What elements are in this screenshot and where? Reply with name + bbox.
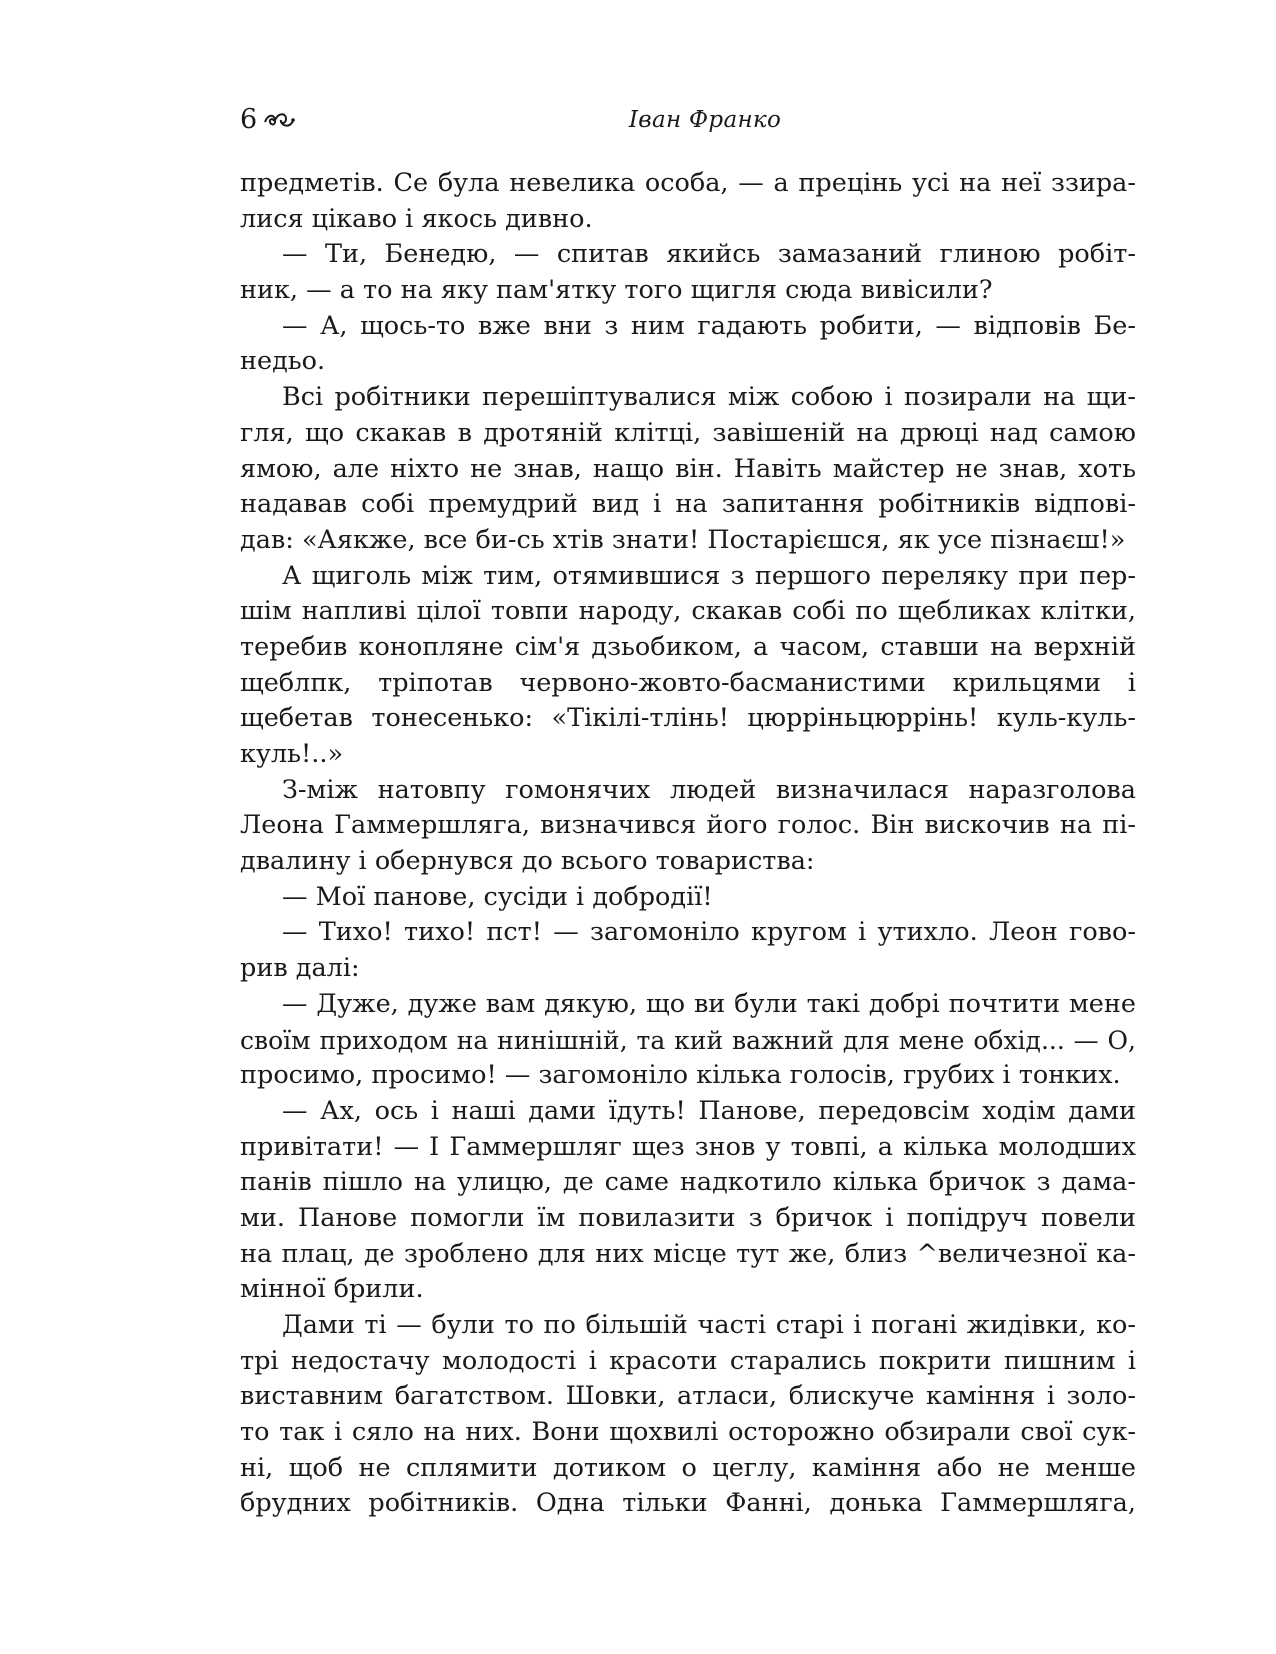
- text-line: ні, щоб не сплямити дотиком о цеглу, каміння або не менше: [240, 1452, 1136, 1483]
- text-line: З-між натовпу гомонячих людей визначилася наразголова: [282, 774, 1136, 805]
- text-line: — Ти, Бенедю, — спитав якийсь замазаний глиною робіт-: [282, 239, 1136, 270]
- text-line: на плац, де зроблено для них місце тут же, близ ^величезної ка-: [240, 1238, 1136, 1269]
- body-text: [240, 166, 1136, 1522]
- text-line: — Дуже, дуже вам дякую, що ви були такі добрі почтити мене: [282, 988, 1136, 1019]
- text-line: то так і сяло на них. Вони щохвилі осторожно обзирали свої сук-: [240, 1417, 1136, 1448]
- text-line: двалину і обернувся до всього товариства:: [240, 846, 815, 877]
- text-line: брудних робітників. Одна тільки Фанні, донька Гаммершляга,: [240, 1488, 1136, 1519]
- text-line: гля, що скакав в дротяній клітці, завішеній на дрюці над самою: [240, 417, 1136, 448]
- text-line: просимо, просимо! — загомоніло кілька голосів, грубих і тонких.: [240, 1060, 1121, 1091]
- text-line: ник, — а то на яку пам'ятку того щигля сюда вивісили?: [240, 275, 993, 306]
- running-header: [240, 100, 1140, 140]
- text-line: виставним багатством. Шовки, атласи, блискуче каміння і золо-: [240, 1381, 1136, 1412]
- text-line: — А, щось-то вже вни з ним гадають робити, — відповів Бе-: [282, 310, 1136, 341]
- text-line: шім напливі цілої товпи народу, скакав собі по щебликах клітки,: [240, 596, 1136, 627]
- text-line: — Ах, ось і наші дами їдуть! Панове, передовсім ходім дами: [282, 1095, 1136, 1126]
- text-line: предметів. Се була невелика особа, — а прецінь усі на неї ззира-: [240, 168, 1136, 198]
- text-line: — Мої панове, сусіди і добродії!: [282, 881, 713, 912]
- text-line: А щиголь між тим, отямившися з першого переляку при пер-: [282, 560, 1136, 591]
- text-line: недьо.: [240, 346, 326, 377]
- text-line: — Тихо! тихо! пст! — загомоніло кругом і утихло. Леон гово-: [282, 917, 1136, 948]
- page-number: 6: [240, 104, 258, 135]
- text-line: рив далі:: [240, 953, 360, 984]
- text-line: дав: «Аякже, все би-сь хтів знати! Постарієшся, як усе пізнаєш!»: [240, 524, 1126, 555]
- text-line: куль!..»: [240, 739, 344, 769]
- text-line: надавав собі премудрий вид і на запитання робітників відпові-: [240, 489, 1136, 520]
- text-line: трі недостачу молодості і красоти старались покрити пишним і: [240, 1345, 1136, 1376]
- text-line: мінної брили.: [240, 1274, 424, 1305]
- text-line: лися цікаво і якось дивно.: [240, 203, 593, 234]
- running-title-author: Іван Франко: [628, 107, 782, 133]
- text-line: ми. Панове помогли їм повилазити з бричок і попідруч повели: [240, 1202, 1136, 1233]
- text-line: ямою, але ніхто не знав, нащо він. Навіть майстер не знав, хоть: [240, 453, 1136, 484]
- text-line: панів пішло на улицю, де саме надкотило кілька бричок з дама-: [240, 1167, 1136, 1198]
- text-line: щеблпк, тріпотав червоно-жовто-басманистими крильцями і: [240, 667, 1136, 698]
- text-line: своїм приходом на нинішній, та кий важний для мене обхід... — О,: [240, 1025, 1136, 1055]
- text-line: теребив конопляне сім'я дзьобиком, а часом, ставши на верхній: [240, 631, 1136, 662]
- text-line: Леона Гаммершляга, визначився його голос. Він вискочив на пі-: [240, 810, 1136, 841]
- text-line: Всі робітники перешіптувалися між собою і позирали на щи-: [282, 382, 1136, 413]
- text-line: привітати! — І Гаммершляг щез знов у товпі, а кілька молодших: [240, 1131, 1136, 1162]
- text-line: щебетав тонесенько: «Тікілі-тлінь! цюрріньцюррінь! куль-куль-: [240, 703, 1136, 734]
- text-line: Дами ті — були то по більшій часті старі і погані жидівки, ко-: [282, 1310, 1136, 1340]
